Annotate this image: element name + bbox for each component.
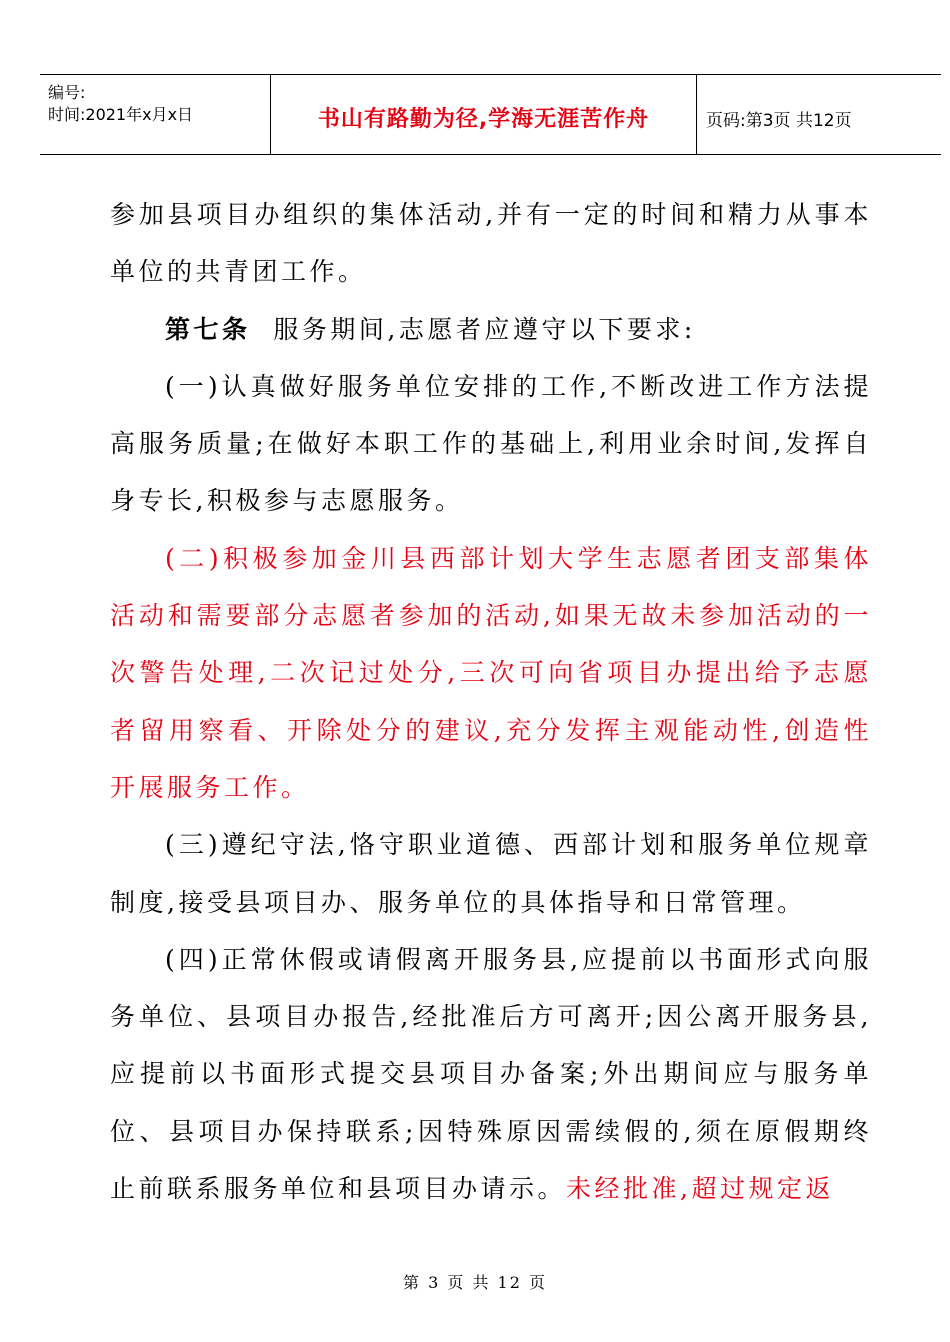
article-7 — [110, 301, 872, 358]
page-header — [0, 0, 950, 160]
time-label: 时间:2021年x月x日 — [48, 105, 194, 124]
header-meta — [48, 82, 193, 126]
item-1: (一)认真做好服务单位安排的工作,不断改进工作方法提高服务质量;在做好本职工作的基础上,利用业余时间,发挥自身专长,积极参与志愿服务。 — [110, 371, 872, 516]
item-4 — [110, 931, 872, 1217]
document-body — [110, 186, 872, 1217]
page-footer: 第 3 页 共 12 页 — [403, 1273, 547, 1292]
article-7-text: 服务期间,志愿者应遵守以下要求: — [250, 314, 696, 344]
serial-label: 编号: — [48, 83, 86, 102]
item-4-text: (四)正常休假或请假离开服务县,应提前以书面形式向服务单位、县项目办报告,经批准后方可离开;因公离开服务县,应提前以书面形式提交县项目办备案;外出期间应与服务单位、县项目办保持联系;因特殊原因需续假的,须在原假期终止前联系服务单位和县项目办请示。 — [110, 944, 872, 1204]
header-motto: 书山有路勤为径,学海无涯苦作舟 — [317, 107, 650, 132]
header-top-rule — [40, 74, 941, 75]
item-4-highlighted: 未经批准,超过规定返 — [566, 1174, 834, 1204]
item-3: (三)遵纪守法,恪守职业道德、西部计划和服务单位规章制度,接受县项目办、服务单位的具体指导和日常管理。 — [110, 830, 872, 917]
paragraph-continuation: 参加县项目办组织的集体活动,并有一定的时间和精力从事本单位的共青团工作。 — [110, 200, 872, 287]
header-page-info: 页码:第3页 共12页 — [706, 111, 852, 131]
header-divider-right — [696, 74, 697, 155]
item-2-highlighted: (二)积极参加金川县西部计划大学生志愿者团支部集体活动和需要部分志愿者参加的活动,如果无故未参加活动的一次警告处理,二次记过处分,三次可向省项目办提出给予志愿者留用察看、开除处分的建议,充分发挥主观能动性,创造性开展服务工作。 — [110, 543, 872, 802]
article-7-heading: 第七条 — [165, 314, 251, 344]
header-bottom-rule — [40, 154, 941, 155]
